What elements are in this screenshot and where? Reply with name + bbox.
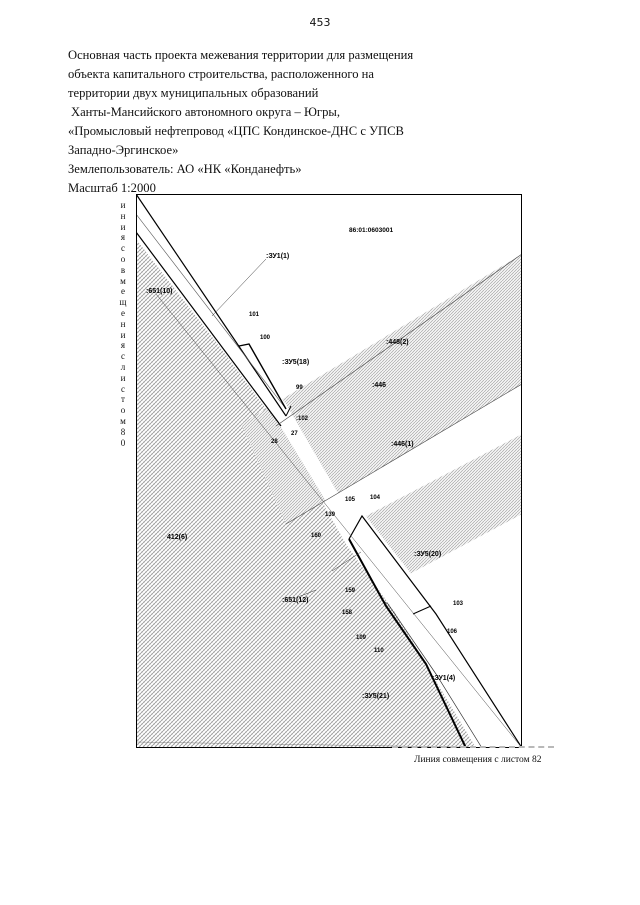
land-user: Землепользователь: АО «НК «Конданефть» bbox=[68, 162, 302, 176]
side-char: н bbox=[120, 210, 126, 221]
side-char: 8 bbox=[120, 426, 126, 437]
map-frame bbox=[136, 194, 522, 753]
scale: Масштаб 1:2000 bbox=[68, 181, 156, 195]
label-zu5-18: :ЗУ5(18) bbox=[282, 359, 310, 366]
side-char: с bbox=[121, 243, 125, 254]
label-zu1-4: :ЗУ1(4) bbox=[432, 675, 456, 682]
side-char: щ bbox=[119, 297, 127, 308]
label-zu1-1: :ЗУ1(1) bbox=[266, 253, 290, 260]
header-line-3: территории двух муниципальных образований bbox=[68, 86, 319, 100]
side-char: л bbox=[120, 361, 126, 372]
label-zu5-20: :ЗУ5(20) bbox=[414, 551, 442, 558]
point-160: 160 bbox=[311, 533, 322, 539]
side-char: н bbox=[120, 318, 126, 329]
combine-label: Линия совмещения с листом 82 bbox=[414, 755, 542, 765]
side-char: м bbox=[120, 275, 126, 286]
side-char: с bbox=[121, 383, 125, 394]
side-char: 0 bbox=[120, 437, 126, 448]
label-448-2: :448(2) bbox=[386, 339, 409, 346]
point-159: 159 bbox=[345, 588, 356, 594]
header-line-1: Основная часть проекта межевания территории для размещения bbox=[68, 48, 414, 62]
combine-line bbox=[392, 746, 554, 748]
side-char: и bbox=[120, 329, 126, 340]
header-line-4: Ханты-Мансийского автономного округа – Югры, bbox=[71, 105, 341, 119]
point-102: :102 bbox=[296, 416, 309, 422]
point-100: 100 bbox=[260, 335, 271, 341]
point-110: 110 bbox=[374, 648, 384, 654]
header-line-5: «Промысловый нефтепровод «ЦПС Кондинское-ДНС с УПСВ bbox=[68, 124, 404, 138]
point-139: 139 bbox=[325, 512, 336, 518]
point-104: 104 bbox=[370, 495, 381, 501]
side-char: и bbox=[120, 221, 126, 232]
side-combine-label bbox=[119, 200, 127, 448]
side-char: и bbox=[120, 372, 126, 383]
header-line-2: объекта капитального строительства, расположенного на bbox=[68, 67, 374, 81]
label-zu5-21: :ЗУ5(21) bbox=[362, 693, 390, 700]
side-char: и bbox=[120, 200, 126, 210]
point-158: 158 bbox=[342, 610, 353, 616]
side-char: о bbox=[120, 253, 126, 264]
side-char: т bbox=[121, 394, 125, 405]
point-109: 109 bbox=[356, 635, 367, 641]
survey-map bbox=[136, 194, 522, 748]
quarter-number: 86:01:0603001 bbox=[349, 227, 394, 234]
point-28: 28 bbox=[271, 439, 278, 445]
side-char: с bbox=[121, 351, 125, 362]
point-105: 105 bbox=[345, 497, 356, 503]
label-446: :446 bbox=[372, 382, 387, 389]
point-103: 103 bbox=[453, 601, 464, 607]
side-char: я bbox=[120, 340, 126, 351]
side-char: е bbox=[121, 286, 125, 297]
side-char: я bbox=[120, 232, 126, 243]
label-651-10: :651(10) bbox=[146, 288, 173, 295]
label-412-6: 412(6) bbox=[167, 534, 188, 541]
side-char: м bbox=[120, 415, 126, 426]
side-char: о bbox=[120, 405, 126, 416]
side-char: е bbox=[121, 307, 125, 318]
side-char: в bbox=[120, 264, 126, 275]
point-106: 106 bbox=[447, 629, 458, 635]
point-99: 99 bbox=[296, 385, 303, 391]
document-header bbox=[68, 46, 468, 198]
page-number: 453 bbox=[309, 16, 331, 29]
point-101: 101 bbox=[249, 312, 260, 318]
label-651-12: :651(12) bbox=[282, 597, 309, 604]
label-446-1: :446(1) bbox=[391, 441, 414, 448]
header-line-6: Западно-Эргинское» bbox=[68, 143, 179, 157]
point-27: 27 bbox=[291, 431, 298, 437]
